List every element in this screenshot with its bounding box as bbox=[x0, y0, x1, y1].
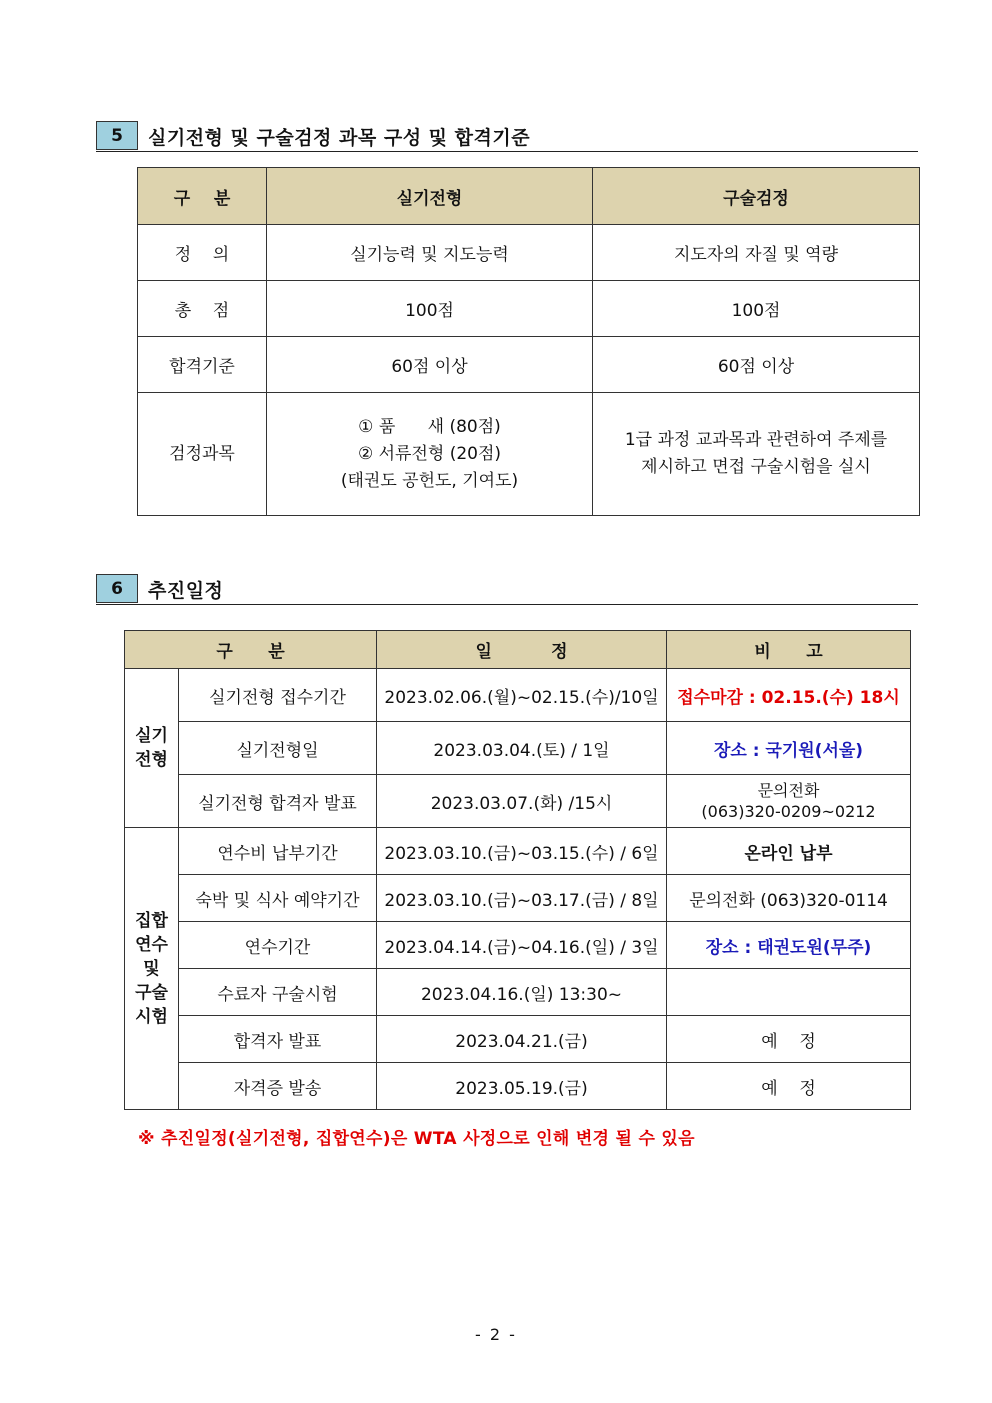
subject-line: ① 품 새 (80점) bbox=[358, 416, 501, 437]
row-label: 검정과목 bbox=[138, 393, 267, 516]
oral-subjects bbox=[593, 393, 920, 516]
item-cell: 실기전형 접수기간 bbox=[179, 669, 377, 722]
table-header-row bbox=[125, 631, 911, 669]
page-number: - 2 - bbox=[475, 1325, 517, 1344]
table-row bbox=[125, 828, 911, 875]
section-number: 5 bbox=[96, 121, 138, 150]
section-title: 추진일정 bbox=[148, 580, 224, 602]
row-label: 정 의 bbox=[138, 225, 267, 281]
table-row bbox=[125, 875, 911, 922]
item-cell: 실기전형 합격자 발표 bbox=[179, 775, 377, 828]
practical-subjects bbox=[267, 393, 593, 516]
section-number: 6 bbox=[96, 574, 138, 603]
practical-cell: 실기능력 및 지도능력 bbox=[267, 225, 593, 281]
remark-cell: 장소 : 태권도원(무주) bbox=[667, 922, 911, 969]
table-row bbox=[138, 393, 920, 516]
date-cell: 2023.05.19.(금) bbox=[377, 1063, 667, 1110]
header-category: 구 분 bbox=[125, 631, 377, 669]
remark-cell: 온라인 납부 bbox=[667, 828, 911, 875]
subject-line: (태권도 공헌도, 기여도) bbox=[340, 470, 519, 491]
item-cell: 숙박 및 식사 예약기간 bbox=[179, 875, 377, 922]
group-label-line: 연수 bbox=[135, 934, 168, 955]
date-cell: 2023.04.14.(금)~04.16.(일) / 3일 bbox=[377, 922, 667, 969]
schedule-table bbox=[124, 630, 911, 1110]
table-row bbox=[125, 669, 911, 722]
item-cell: 합격자 발표 bbox=[179, 1016, 377, 1063]
group-label-practical bbox=[125, 669, 179, 828]
group-label-line: 실기 bbox=[135, 726, 168, 746]
group-label-line: 집합 bbox=[135, 910, 168, 931]
group-label-training bbox=[125, 828, 179, 1110]
header-remarks: 비 고 bbox=[667, 631, 911, 669]
oral-cell: 100점 bbox=[593, 281, 920, 337]
remark-cell: 문의전화 (063)320-0114 bbox=[667, 875, 911, 922]
criteria-table bbox=[137, 167, 920, 516]
date-cell: 2023.02.06.(월)~02.15.(수)/10일 bbox=[377, 669, 667, 722]
date-cell: 2023.03.07.(화) /15시 bbox=[377, 775, 667, 828]
header-schedule: 일 정 bbox=[377, 631, 667, 669]
date-cell: 2023.03.04.(토) / 1일 bbox=[377, 722, 667, 775]
table-row bbox=[125, 969, 911, 1016]
group-label-line: 구술 bbox=[135, 982, 168, 1003]
oral-cell: 60점 이상 bbox=[593, 337, 920, 393]
practical-cell: 60점 이상 bbox=[267, 337, 593, 393]
table-row bbox=[138, 225, 920, 281]
table-row bbox=[125, 1063, 911, 1110]
group-label-line: 시험 bbox=[135, 1006, 168, 1027]
remark-cell: 예 정 bbox=[667, 1063, 911, 1110]
item-cell: 연수비 납부기간 bbox=[179, 828, 377, 875]
subject-line: 1급 과정 교과목과 관련하여 주제를 bbox=[624, 430, 888, 450]
subject-line: ② 서류전형 (20점) bbox=[357, 443, 502, 464]
date-cell: 2023.03.10.(금)~03.17.(금) / 8일 bbox=[377, 875, 667, 922]
practical-cell: 100점 bbox=[267, 281, 593, 337]
remark-cell bbox=[667, 775, 911, 828]
section-5-header bbox=[96, 121, 918, 152]
table-row bbox=[125, 775, 911, 828]
header-category: 구 분 bbox=[138, 168, 267, 225]
table-row bbox=[125, 922, 911, 969]
remark-cell: 예 정 bbox=[667, 1016, 911, 1063]
section-title: 실기전형 및 구술검정 과목 구성 및 합격기준 bbox=[148, 127, 531, 149]
section-6-header bbox=[96, 574, 918, 605]
date-cell: 2023.04.21.(금) bbox=[377, 1016, 667, 1063]
group-label-line: 및 bbox=[143, 958, 160, 979]
header-practical: 실기전형 bbox=[267, 168, 593, 225]
table-row bbox=[138, 337, 920, 393]
row-label: 합격기준 bbox=[138, 337, 267, 393]
table-header-row bbox=[138, 168, 920, 225]
header-oral: 구술검정 bbox=[593, 168, 920, 225]
item-cell: 수료자 구술시험 bbox=[179, 969, 377, 1016]
remark-line: (063)320-0209~0212 bbox=[701, 802, 876, 821]
date-cell: 2023.03.10.(금)~03.15.(수) / 6일 bbox=[377, 828, 667, 875]
item-cell: 자격증 발송 bbox=[179, 1063, 377, 1110]
remark-cell: 접수마감 : 02.15.(수) 18시 bbox=[667, 669, 911, 722]
remark-cell bbox=[667, 969, 911, 1016]
schedule-change-note: ※ 추진일정(실기전형, 집합연수)은 WTA 사정으로 인해 변경 될 수 있음 bbox=[138, 1129, 695, 1149]
table-row bbox=[138, 281, 920, 337]
date-cell: 2023.04.16.(일) 13:30~ bbox=[377, 969, 667, 1016]
oral-cell: 지도자의 자질 및 역량 bbox=[593, 225, 920, 281]
table-row bbox=[125, 722, 911, 775]
group-label-line: 전형 bbox=[135, 750, 168, 770]
row-label: 총 점 bbox=[138, 281, 267, 337]
remark-cell: 장소 : 국기원(서울) bbox=[667, 722, 911, 775]
subject-line: 제시하고 면접 구술시험을 실시 bbox=[641, 457, 871, 477]
item-cell: 연수기간 bbox=[179, 922, 377, 969]
table-row bbox=[125, 1016, 911, 1063]
item-cell: 실기전형일 bbox=[179, 722, 377, 775]
remark-line: 문의전화 bbox=[757, 781, 820, 800]
